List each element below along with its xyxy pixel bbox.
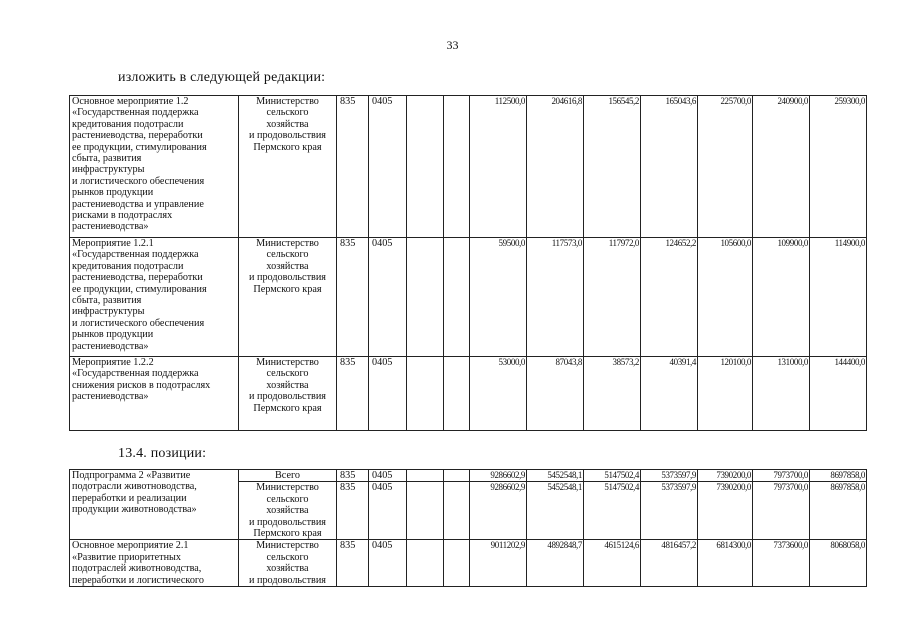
budget-code-grbs: 835 [337, 96, 369, 238]
table-row [70, 238, 867, 357]
budget-code-grbs: 835 [337, 238, 369, 357]
value-cell: 7373600,0 [753, 540, 810, 587]
program-table-2 [69, 469, 867, 587]
responsible-executor: Всего [239, 470, 337, 482]
table-row [70, 470, 867, 482]
activity-name: Основное мероприятие 1.2 «Государственная поддержка кредитования подотрасли растениеводства, переработки ее продукции, стимулирования сбыта, развития инфраструктуры и логистического обеспечения рынков продукции растениеводства и управление рисками в подотраслях растениеводства» [70, 96, 239, 238]
subprogram-name: Подпрограмма 2 «Развитие подотрасли животноводства, переработки и реализации продукции животноводства» [70, 470, 239, 540]
empty-cell [444, 357, 470, 431]
value-cell: 5452548,1 [527, 470, 584, 482]
budget-code-grbs: 835 [337, 540, 369, 587]
value-cell: 112500,0 [470, 96, 527, 238]
budget-code-grbs: 835 [337, 357, 369, 431]
value-cell: 9286602,9 [470, 470, 527, 482]
value-cell: 7973700,0 [753, 482, 810, 540]
value-cell: 131000,0 [753, 357, 810, 431]
value-cell: 8068058,0 [810, 540, 867, 587]
table-row [70, 540, 867, 587]
value-cell: 105600,0 [698, 238, 753, 357]
value-cell: 117972,0 [584, 238, 641, 357]
budget-code-grbs: 835 [337, 482, 369, 540]
value-cell: 53000,0 [470, 357, 527, 431]
responsible-executor: Министерство сельского хозяйства и продовольствия Пермского края [239, 357, 337, 431]
value-cell: 9011202,9 [470, 540, 527, 587]
empty-cell [407, 96, 444, 238]
budget-code-section: 0405 [369, 96, 407, 238]
value-cell: 8697858,0 [810, 470, 867, 482]
value-cell: 38573,2 [584, 357, 641, 431]
value-cell: 124652,2 [641, 238, 698, 357]
value-cell: 7390200,0 [698, 470, 753, 482]
value-cell: 4615124,6 [584, 540, 641, 587]
value-cell: 225700,0 [698, 96, 753, 238]
empty-cell [407, 482, 444, 540]
empty-cell [444, 482, 470, 540]
empty-cell [407, 540, 444, 587]
empty-cell [407, 357, 444, 431]
value-cell: 7390200,0 [698, 482, 753, 540]
value-cell: 117573,0 [527, 238, 584, 357]
budget-code-section: 0405 [369, 482, 407, 540]
empty-cell [444, 238, 470, 357]
table-row [70, 357, 867, 431]
section-heading-edit: изложить в следующей редакции: [118, 70, 326, 85]
table-row [70, 96, 867, 238]
responsible-executor: Министерство сельского хозяйства и продовольствия [239, 540, 337, 587]
page-number: 33 [446, 38, 459, 52]
budget-code-section: 0405 [369, 540, 407, 587]
budget-code-section: 0405 [369, 238, 407, 357]
value-cell: 87043,8 [527, 357, 584, 431]
budget-code-section: 0405 [369, 470, 407, 482]
empty-cell [407, 238, 444, 357]
activity-name: Мероприятие 1.2.2 «Государственная поддержка снижения рисков в подотраслях растениеводства» [70, 357, 239, 431]
empty-cell [407, 470, 444, 482]
value-cell: 114900,0 [810, 238, 867, 357]
responsible-executor: Министерство сельского хозяйства и продовольствия Пермского края [239, 238, 337, 357]
value-cell: 259300,0 [810, 96, 867, 238]
value-cell: 109900,0 [753, 238, 810, 357]
value-cell: 204616,8 [527, 96, 584, 238]
value-cell: 240900,0 [753, 96, 810, 238]
value-cell: 8697858,0 [810, 482, 867, 540]
empty-cell [444, 96, 470, 238]
budget-code-grbs: 835 [337, 470, 369, 482]
value-cell: 9286602,9 [470, 482, 527, 540]
value-cell: 40391,4 [641, 357, 698, 431]
value-cell: 5147502,4 [584, 470, 641, 482]
section-heading-positions: 13.4. позиции: [118, 446, 207, 461]
program-table-1 [69, 95, 867, 431]
value-cell: 4816457,2 [641, 540, 698, 587]
value-cell: 156545,2 [584, 96, 641, 238]
value-cell: 6814300,0 [698, 540, 753, 587]
value-cell: 120100,0 [698, 357, 753, 431]
empty-cell [444, 540, 470, 587]
responsible-executor: Министерство сельского хозяйства и продовольствия Пермского края [239, 482, 337, 540]
activity-name: Основное мероприятие 2.1 «Развитие приоритетных подотраслей животноводства, переработки и логистического [70, 540, 239, 587]
value-cell: 5373597,9 [641, 470, 698, 482]
value-cell: 5452548,1 [527, 482, 584, 540]
value-cell: 4892848,7 [527, 540, 584, 587]
value-cell: 7973700,0 [753, 470, 810, 482]
value-cell: 59500,0 [470, 238, 527, 357]
activity-name: Мероприятие 1.2.1 «Государственная поддержка кредитования подотрасли растениеводства, переработки ее продукции, стимулирования сбыта, развития инфраструктуры и логистического обеспечения рынков продукции растениеводства» [70, 238, 239, 357]
budget-code-section: 0405 [369, 357, 407, 431]
empty-cell [444, 470, 470, 482]
value-cell: 5147502,4 [584, 482, 641, 540]
value-cell: 5373597,9 [641, 482, 698, 540]
responsible-executor: Министерство сельского хозяйства и продовольствия Пермского края [239, 96, 337, 238]
value-cell: 144400,0 [810, 357, 867, 431]
value-cell: 165043,6 [641, 96, 698, 238]
